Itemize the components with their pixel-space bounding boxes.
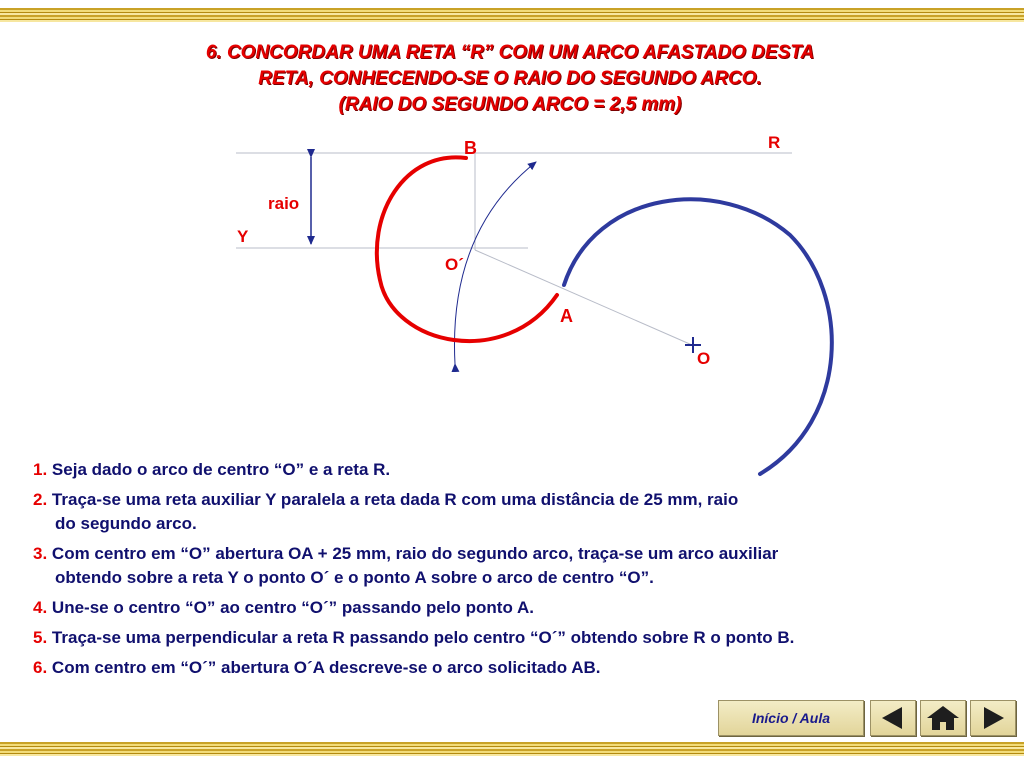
label-o-prime: O´ [445, 255, 464, 274]
step-text: Seja dado o arco de centro “O” e a reta R. [51, 460, 391, 479]
step-number: 6. [33, 658, 48, 677]
triangle-right-icon [971, 701, 1015, 735]
title-line-2: RETA, CONHECENDO-SE O RAIO DO SEGUNDO ARCO. [258, 68, 762, 89]
label-a: A [560, 306, 573, 326]
house-icon [921, 701, 965, 735]
label-r: R [768, 133, 781, 152]
step-text-continued: obtendo sobre a reta Y o ponto O´ e o ponto A sobre o arco de centro “O”. [55, 568, 654, 587]
center-connector-line [475, 250, 692, 345]
label-b: B [464, 138, 477, 158]
given-arc-center-o [564, 199, 832, 474]
auxiliary-arc [454, 162, 536, 364]
title-line-1: 6. CONCORDAR UMA RETA “R” COM UM ARCO AFASTADO DESTA [205, 42, 815, 63]
step-1 [33, 458, 1013, 482]
next-button[interactable] [970, 700, 1016, 736]
step-text: Traça-se uma perpendicular a reta R passando pelo centro “O´” obtendo sobre R o ponto B. [51, 628, 795, 647]
step-number: 1. [33, 460, 48, 479]
title-line-3: (RAIO DO SEGUNDO ARCO = 2,5 mm) [338, 94, 682, 115]
label-o: O [697, 349, 711, 368]
step-3 [33, 542, 1013, 590]
inicio-aula-button[interactable] [718, 700, 864, 736]
step-text: Com centro em “O” abertura OA + 25 mm, raio do segundo arco, traça-se um arco auxiliar [51, 544, 779, 563]
step-text-continued: do segundo arco. [55, 514, 197, 533]
bottom-decorative-band [0, 742, 1024, 756]
inicio-aula-label: Início / Aula [751, 710, 831, 726]
step-number: 3. [33, 544, 48, 563]
home-button[interactable] [920, 700, 966, 736]
construction-steps [33, 458, 1013, 686]
solution-arc-ab [377, 157, 557, 341]
step-number: 2. [33, 490, 48, 509]
step-number: 4. [33, 598, 48, 617]
step-6 [33, 656, 1013, 680]
step-number: 5. [33, 628, 48, 647]
step-text: Traça-se uma reta auxiliar Y paralela a reta dada R com uma distância de 25 mm, raio [51, 490, 739, 509]
label-y: Y [237, 227, 249, 246]
step-5 [33, 626, 1013, 650]
previous-button[interactable] [870, 700, 916, 736]
label-raio: raio [268, 194, 300, 213]
step-2 [33, 488, 1013, 536]
step-4 [33, 596, 1013, 620]
triangle-left-icon [871, 701, 915, 735]
step-text: Com centro em “O´” abertura O´A descreve-se o arco solicitado AB. [51, 658, 601, 677]
step-text: Une-se o centro “O” ao centro “O´” passando pelo ponto A. [51, 598, 534, 617]
